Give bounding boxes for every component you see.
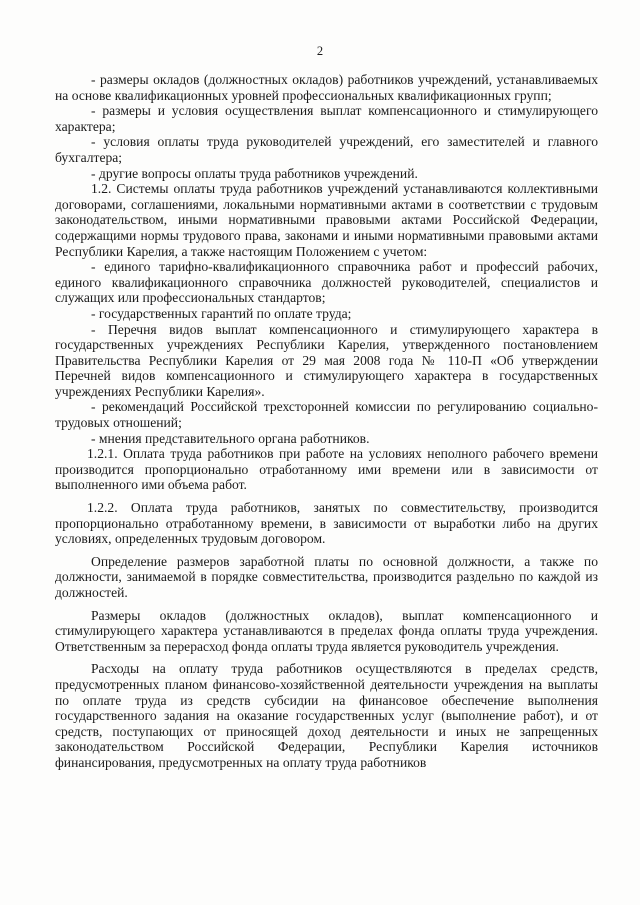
paragraph: - условия оплаты труда руководителей учреждений, его заместителей и главного бухгалтера; [55,134,598,165]
paragraph: - рекомендаций Российской трехсторонней комиссии по регулированию социально-трудовых отношений; [55,399,598,431]
paragraph: - размеры окладов (должностных окладов) работников учреждений, устанавливаемых на основе квалификационных уровней профессиональных квалификационных групп; [55,72,598,103]
paragraph: Расходы на оплату труда работников осуществляются в пределах средств, предусмотренных планом финансово-хозяйственной деятельности учреждения на выплаты по оплате труда из средств субсидии на финансовое обеспечение выполнения государственного задания на оказание государственных услуг (выполнение работ), и от средств, поступающих от приносящей доход деятельности и иных не запрещенных законодательством Российской Федерации, Республики Карелия источников финансирования, предусмотренных на оплату труда работников [55,661,598,770]
paragraph: Размеры окладов (должностных окладов), выплат компенсационного и стимулирующего характера устанавливаются в пределах фонда оплаты труда учреждения. Ответственным за перерасход фонда оплаты труда является руководитель учреждения. [55,607,598,654]
paragraph: - мнения представительного органа работников. [91,430,370,446]
paragraph: - Перечня видов выплат компенсационного и стимулирующего характера в государственных учреждениях Республики Карелия, утвержденного постановлением Правительства Республики Карелия от 29 мая 2008 года № 110-П «Об утверждении Перечней видов компенсационного и стимулирующего характера в государственных учреждениях Республики Карелия». [55,321,598,399]
page-number: 2 [316,44,324,58]
paragraph: - размеры и условия осуществления выплат компенсационного и стимулирующего характера; [55,103,598,134]
paragraph: - государственных гарантий по оплате труда; [91,305,352,321]
paragraph: Определение размеров заработной платы по основной должности, а также по должности, занимаемой в порядке совместительства, производится раздельно по каждой из должностей. [55,553,598,600]
paragraph: - другие вопросы оплаты труда работников учреждений. [91,165,418,181]
paragraph: 1.2. Системы оплаты труда работников учреждений устанавливаются коллективными договорами, соглашениями, локальными нормативными актами в соответствии с трудовым законодательством, иными нормативными правовыми актами Российской Федерации, содержащими нормы трудового права, законами и иными нормативными правовыми актами Республики Карелия, а также настоящим Положением с учетом: [55,181,598,259]
paragraph: 1.2.2. Оплата труда работников, занятых по совместительству, производится пропорционально отработанному времени, в зависимости от выработки либо на других условиях, определенных трудовым договором. [55,500,598,547]
paragraph: 1.2.1. Оплата труда работников при работе на условиях неполного рабочего времени производится пропорционально отработанному ими времени или в зависимости от выполненного ими объема работ. [55,446,598,493]
document-body [55,72,598,771]
paragraph: - единого тарифно-квалификационного справочника работ и профессий рабочих, единого квалификационного справочника должностей руководителей, специалистов и служащих или профессиональных стандартов; [55,259,598,306]
